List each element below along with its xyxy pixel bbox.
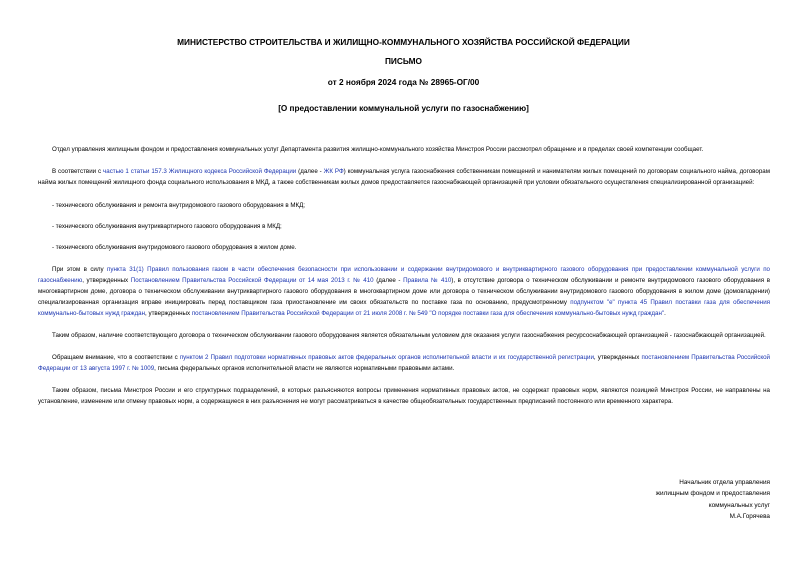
link-housing-code-article[interactable]: частью 1 статьи 157.3 Жилищного кодекса Российской Федерации [103,168,297,175]
paragraph-text: ), в отсутствие договора о техническом обслуживании и ремонте внутридомового газового оборудования в многоквартирном доме, договора о техническом обслуживании внутриквартирного газового оборудования в многоквартирном доме или договора о техническом обслуживании внутридомового газового оборудования в жилом доме (домовладении) специализированная организация вправе инициировать перед поставщиком газа приостановление им своих обязательств по поставке газа по основанию, предусмотренному [38,277,770,306]
link-resolution-549[interactable]: постановлением Правительства Российской Федерации от 21 июля 2008 г. № 549 "О порядке поставки газа для обеспечения коммунально-бытовых нужд граждан" [191,310,665,317]
paragraph-text: , письма федеральных органов исполнительной власти не являются нормативными правовыми актами. [154,365,455,372]
paragraph-text: , утвержденных [593,354,642,361]
paragraph-text: (далее - [296,168,324,175]
link-resolution-410[interactable]: Постановлением Правительства Российской Федерации от 14 мая 2013 г. № 410 [130,277,374,284]
signature-position-line: Начальник отдела управления [679,479,770,486]
link-rules-preparation-acts[interactable]: пунктом 2 Правил подготовки нормативных правовых актов федеральных органов исполнительной власти и их государственной регистрации [179,354,594,361]
paragraph-legal-basis [38,166,770,188]
paragraph-conclusion-letters [38,385,770,407]
paragraph-text: ) коммунальная услуга газоснабжения собственникам помещений и нанимателям жилых помещений по договорам социального найма, договорам найма жилых помещений жилищного фонда социального использования в МКД, а также собственникам жилых домов предоставляется газоснабжающей организацией при условии обязательного осуществления специализированной организацией: [38,168,770,186]
document-body [38,144,770,407]
paragraph-conclusion-contract [38,330,770,341]
paragraph-attention [38,352,770,374]
document-type: ПИСЬМО [384,56,423,66]
link-gas-usage-rules[interactable]: пункта 31(1) Правил пользования газом в части обеспечения безопасности при использовании и содержании внутридомового и внутриквартирного газового оборудования при предоставлении коммунальной услуги по газоснабжению [38,266,770,284]
paragraph-text: , утвержденных [145,310,192,317]
paragraph-text: Обращаем внимание, что в соответствии с [52,354,180,361]
signature-position-line: коммунальных услуг [708,501,770,509]
list-item: - технического обслуживания и ремонта внутридомового газового оборудования в МКД; [52,202,306,209]
signature-name: М.А.Горячева [729,513,770,521]
paragraph-text: В соответствии с [52,168,104,175]
paragraph-text: Таким образом, письма Минстроя России и его структурных подразделений, в которых разъясняются вопросы применения нормативных правовых актов, не содержат правовых норм, являются позицией Минстроя России, не направлены на установление, изменение или отмену правовых норм, а содержащиеся в них разъяснения не могут рассматриваться в качестве общеобязательных государственных предписаний постоянного или временного характера. [38,387,770,405]
link-housing-code-abbr[interactable]: ЖК РФ [323,168,344,175]
signature-block [550,477,770,523]
paragraph-text: (далее - [373,277,404,284]
paragraph-intro [38,144,770,155]
ministry-title: МИНИСТЕРСТВО СТРОИТЕЛЬСТВА И ЖИЛИЩНО-КОММУНАЛЬНОГО ХОЗЯЙСТВА РОССИЙСКОЙ ФЕДЕРАЦИИ [177,37,630,47]
paragraph-text: Таким образом, наличие соответствующего договора о техническом обслуживании газового оборудования является обязательным условием для оказания услуги газоснабжения ресурсоснабжающей организацией - газоснабжающей организацией. [52,332,766,339]
list-item: - технического обслуживания внутридомового газового оборудования в жилом доме. [52,244,297,251]
paragraph-rules-410 [38,264,770,319]
document-subject: [О предоставлении коммунальной услуги по газоснабжению] [278,104,529,113]
list-item: - технического обслуживания внутриквартирного газового оборудования в МКД; [52,223,282,230]
link-resolution-1009[interactable]: постановлением Правительства Российской Федерации от 13 августа 1997 г. № 1009 [38,354,770,372]
paragraph-text: Отдел управления жилищным фондом и предоставления коммунальных услуг Департамента развития жилищно-коммунального хозяйства Минстроя России рассмотрел обращение и в пределах своей компетенции сообщает. [52,146,704,153]
paragraph-text: , утвержденных [82,277,131,284]
paragraph-text: . [664,310,666,317]
signature-position-line: жилищным фондом и предоставления [655,490,770,498]
link-gas-supply-rules-45e[interactable]: подпунктом "е" пункта 45 Правил поставки газа для обеспечения коммунально-бытовых нужд граждан [38,299,770,317]
link-rules-410-abbr[interactable]: Правила № 410 [403,277,452,284]
paragraph-text: При этом в силу [52,266,108,273]
document-date-number: от 2 ноября 2024 года № 28965-ОГ/00 [327,77,480,87]
